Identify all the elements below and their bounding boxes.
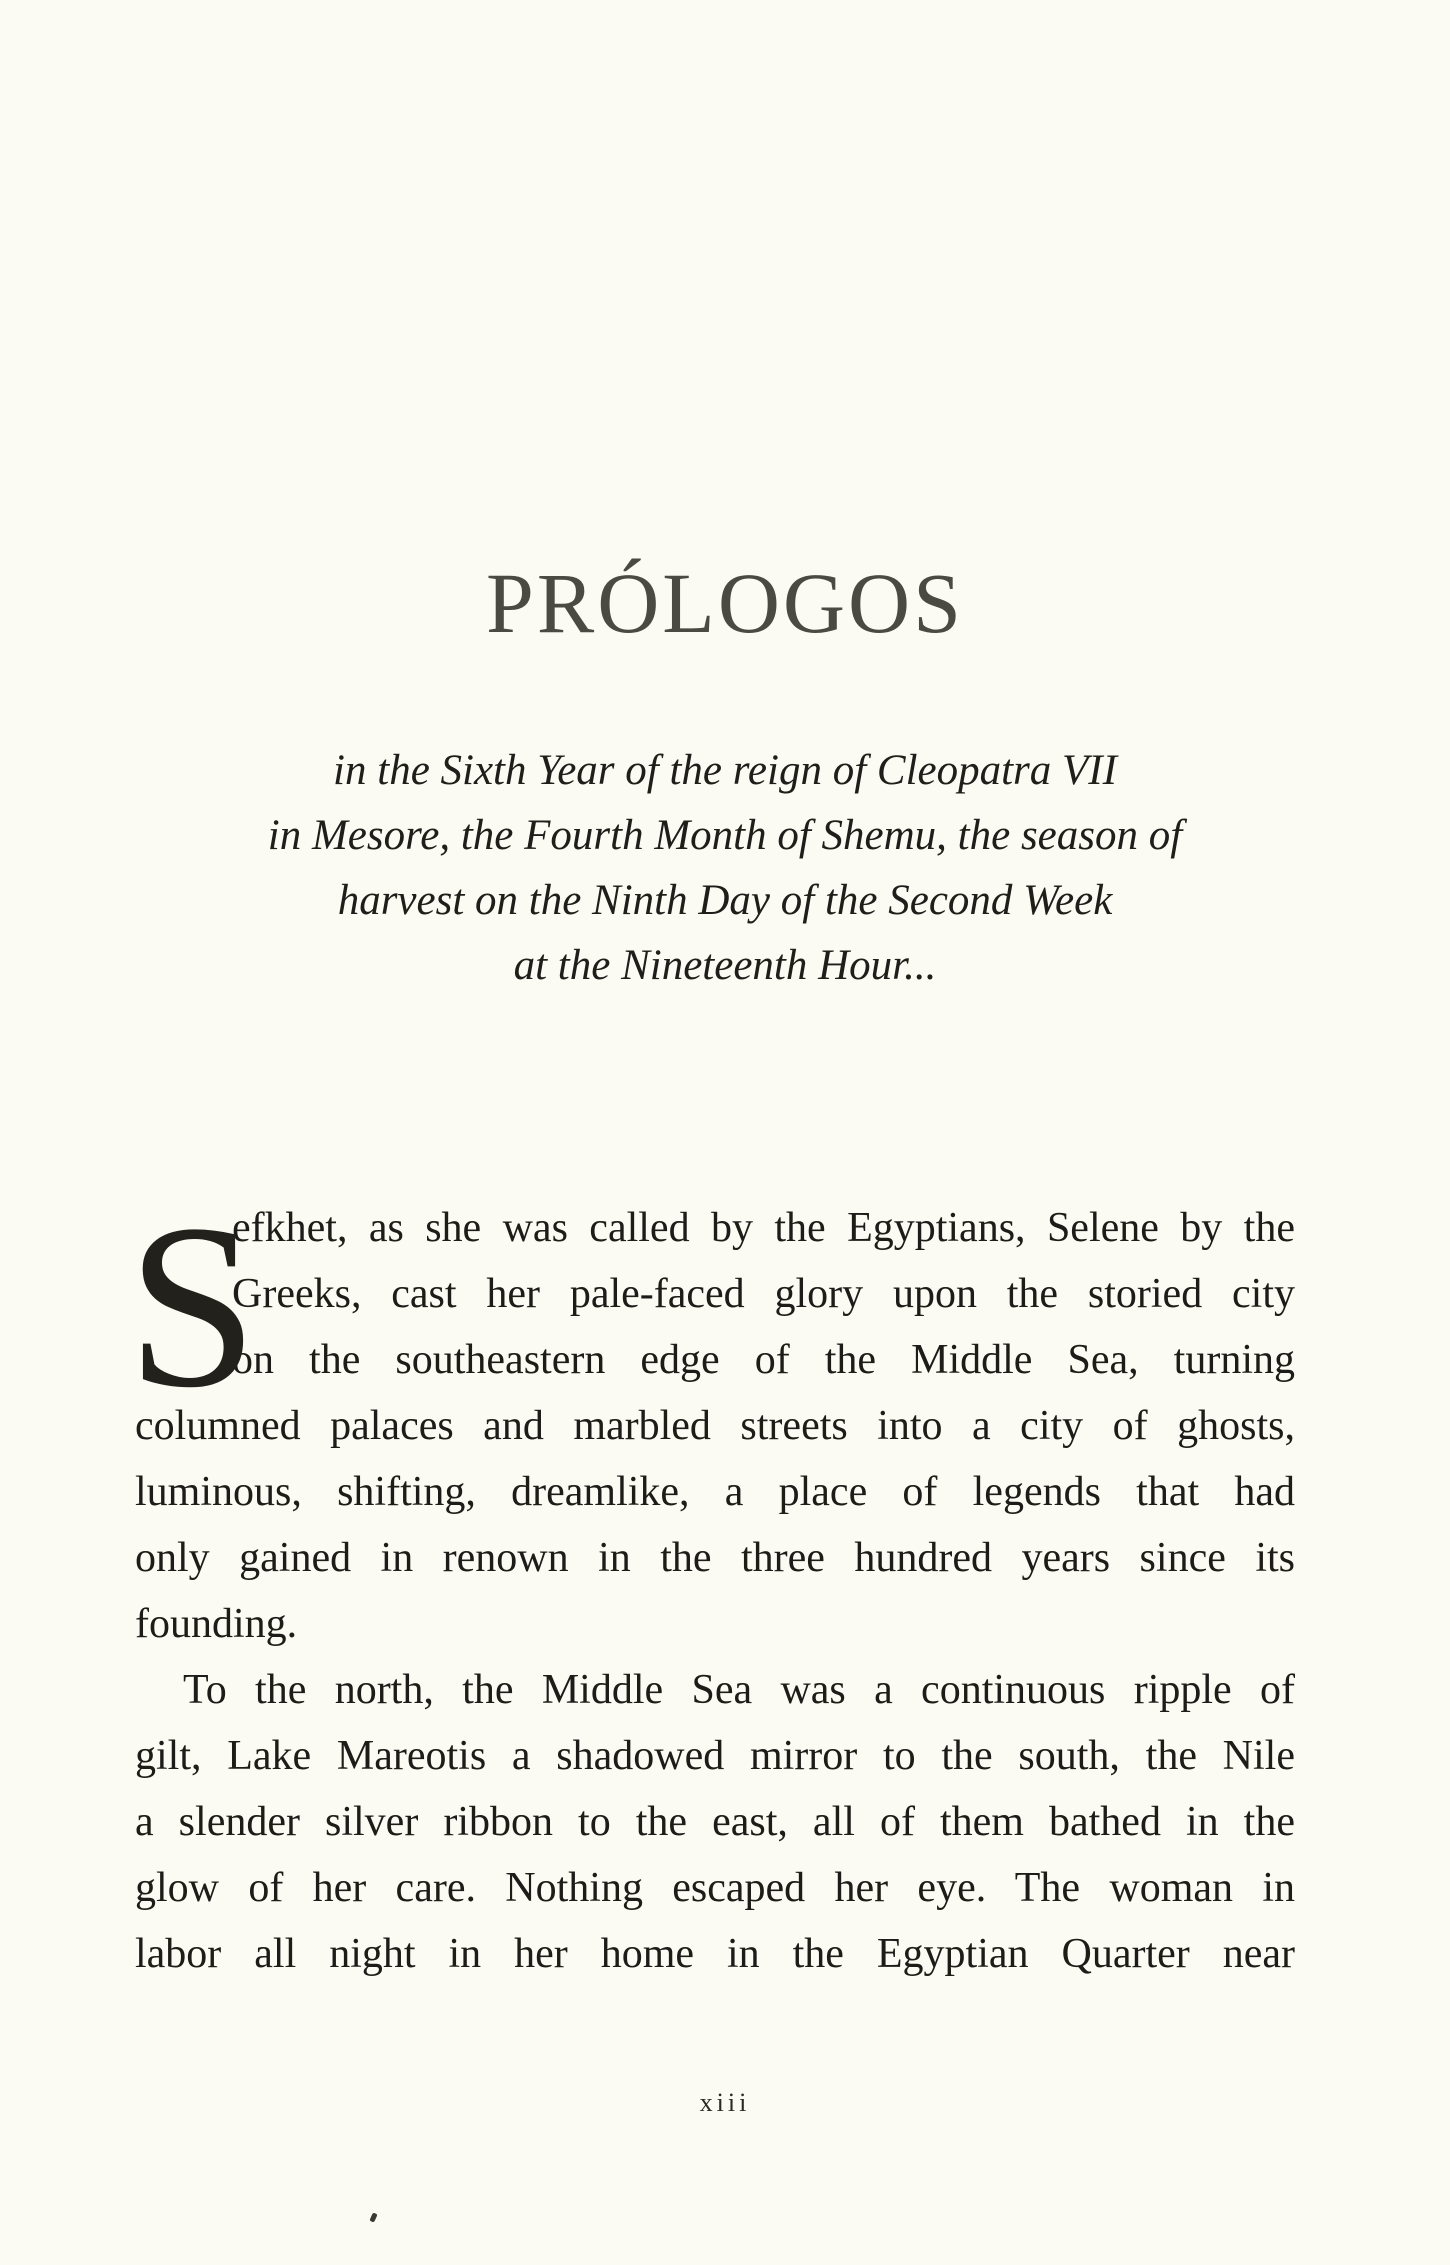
drop-cap-indented-lines [135,1195,1295,1393]
scan-speck [369,2212,377,2222]
chapter-title: PRÓLOGOS [486,555,964,651]
text-line: columned palaces and marbled streets into a city of ghosts, [135,1403,1295,1449]
text-line: gilt, Lake Mareotis a shadowed mirror to the south, the Nile [135,1733,1295,1779]
drop-cap: S [127,1176,258,1436]
chapter-epigraph [0,738,1450,998]
epigraph-line: in the Sixth Year of the reign of Cleopatra VII [333,747,1117,794]
text-line: efkhet, as she was called by the Egyptians, Selene by the [232,1205,1295,1251]
text-line: glow of her care. Nothing escaped her eye. The woman in [135,1865,1295,1911]
text-line: luminous, shifting, dreamlike, a place of legends that had [135,1469,1295,1515]
epigraph-line: in Mesore, the Fourth Month of Shemu, the season of [267,812,1183,859]
text-line: a slender silver ribbon to the east, all of them bathed in the [135,1799,1295,1845]
text-line: labor all night in her home in the Egyptian Quarter near [135,1931,1295,1977]
body-text [127,1176,1295,1987]
epigraph-line: harvest on the Ninth Day of the Second Week [337,877,1113,924]
epigraph-line: at the Nineteenth Hour... [513,942,937,989]
paragraph-1 [127,1176,1295,1657]
text-line: founding. [135,1601,298,1647]
text-line: Greeks, cast her pale-faced glory upon the storied city [232,1271,1295,1317]
paragraph-2 [135,1657,1295,1987]
text-line: To the north, the Middle Sea was a continuous ripple of [183,1667,1295,1713]
text-line: only gained in renown in the three hundred years since its [135,1535,1295,1581]
text-line: on the southeastern edge of the Middle Sea, turning [232,1337,1295,1383]
page-number: xiii [699,2088,751,2117]
